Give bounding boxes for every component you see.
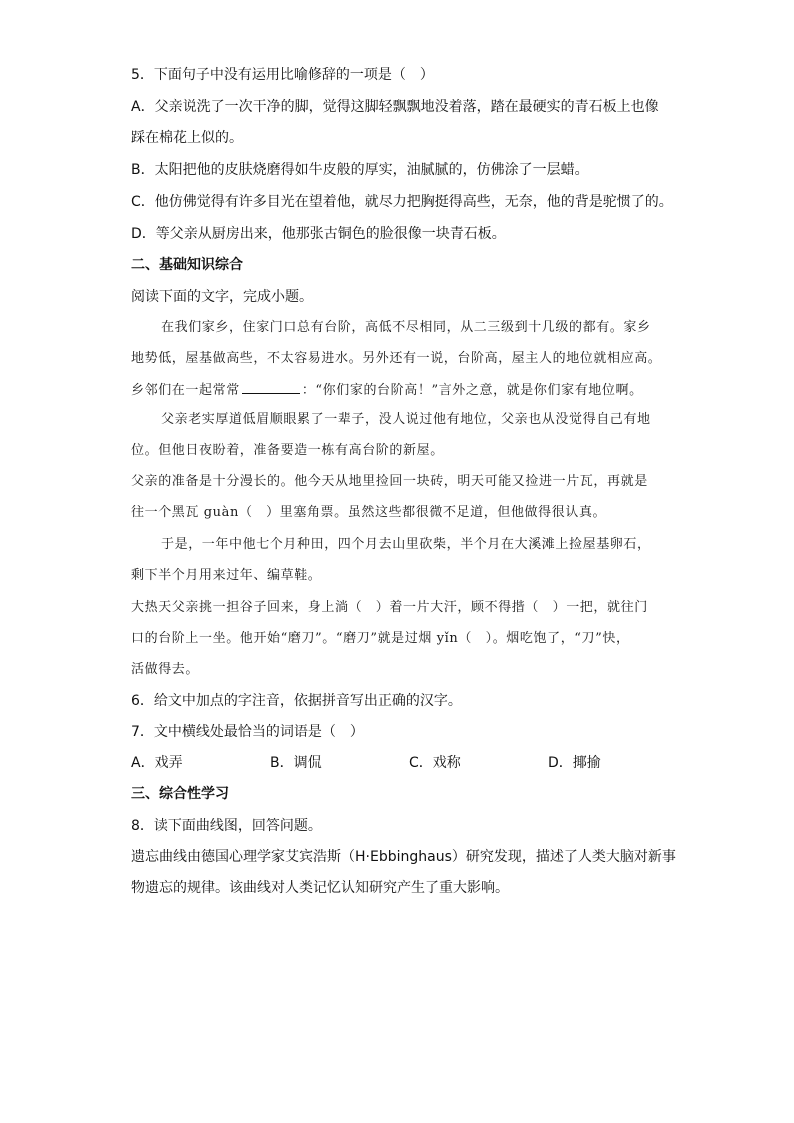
passage-p1-line3-start: 乡邻们在一起常常 [131,383,240,398]
q8-text-line1: 遗忘曲线由德国心理学家艾宾浩斯（H·Ebbinghaus）研究发现，描述了人类大脑对新事 [131,849,676,865]
q6-stem: 6．给文中加点的字注音，依据拼音写出正确的汉字。 [131,693,462,709]
q7-option-a: A．戏弄 [131,755,183,771]
passage-p5-line1: 大热天父亲挑一担谷子回来，身上淌（ ）着一片大汗，顾不得揩（ ）一把，就往门 [131,600,648,615]
passage-p2-line1: 父亲老实厚道低眉顺眼累了一辈子，没人说过他有地位，父亲也从没觉得自己有地 [161,412,651,427]
passage-p3-line1: 父亲的准备是十分漫长的。他今天从地里捡回一块砖，明天可能又捡进一片瓦，再就是 [131,474,648,489]
q7-option-c: C．戏称 [409,755,461,771]
section2-heading: 二、基础知识综合 [131,257,243,273]
q7-stem: 7．文中横线处最恰当的词语是（ ） [131,724,364,740]
passage-p4-line1: 于是，一年中他七个月种田，四个月去山里砍柴，半个月在大溪滩上捡屋基卵石， [161,537,651,552]
passage-p5-line2: 口的台阶上一坐。他开始“磨刀”。“磨刀”就是过烟 yǐn（ ）。烟吃饱了，“刀”快， [131,631,630,646]
section2-instruction: 阅读下面的文字，完成小题。 [131,289,313,305]
fill-in-blank [242,380,300,394]
q5-option-c: C．他仿佛觉得有许多目光在望着他，就尽力把胸挺得高些，无奈，他的背是驼惯了的。 [131,194,673,210]
passage-p1-line3-end: ：“你们家的台阶高！”言外之意，就是你们家有地位啊。 [301,383,643,398]
q5-option-b: B．太阳把他的皮肤烧磨得如牛皮般的厚实，油腻腻的，仿佛涂了一层蜡。 [131,162,589,178]
q5-stem: 5．下面句子中没有运用比喻修辞的一项是（ ） [131,67,434,83]
q8-text-line2: 物遗忘的规律。该曲线对人类记忆认知研究产生了重大影响。 [131,880,509,896]
q8-stem: 8．读下面曲线图，回答问题。 [131,818,322,834]
passage-p4-line2: 剩下半个月用来过年、编草鞋。 [131,568,322,583]
passage-p1-line2: 地势低，屋基做高些，不太容易进水。另外还有一说，台阶高，屋主人的地位就相应高。 [131,351,662,366]
q5-option-d: D．等父亲从厨房出来，他那张古铜色的脸很像一块青石板。 [131,226,506,242]
passage-p5-line3: 活做得去。 [131,662,200,677]
section3-heading: 三、综合性学习 [131,786,229,802]
q5-option-a-line1: A．父亲说洗了一次干净的脚，觉得这脚轻飘飘地没着落，踏在最硬实的青石板上也像 [131,99,659,115]
q7-option-b: B．调侃 [270,755,322,771]
passage-p2-line2: 位。但他日夜盼着，准备要造一栋有高台阶的新屋。 [131,443,444,458]
q5-option-a-line2: 踩在棉花上似的。 [131,130,243,146]
passage-p1-line3 [131,380,643,401]
q7-option-d: D．揶揄 [548,755,601,771]
passage-p3-line2: 往一个黑瓦 guàn（ ）里塞角票。虽然这些都很微不足道，但他做得很认真。 [131,505,607,520]
passage-p1-line1: 在我们家乡，住家门口总有台阶，高低不尽相同，从二三级到十几级的都有。家乡 [161,320,651,335]
